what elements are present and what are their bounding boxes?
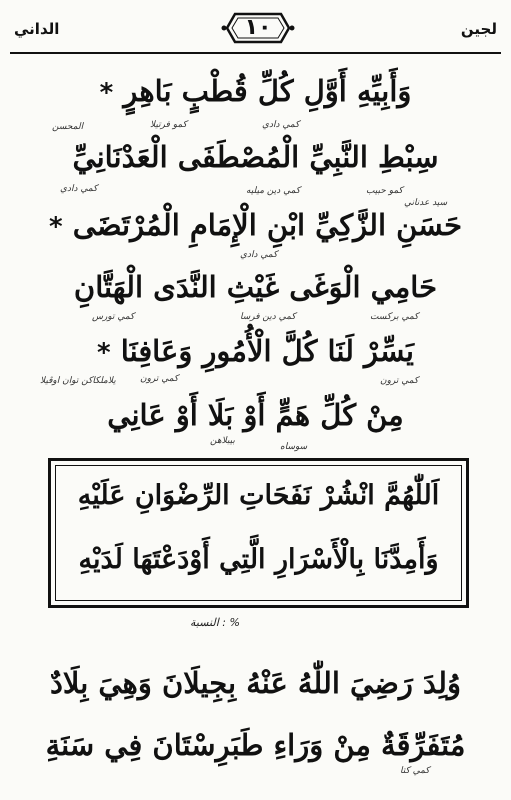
verse-line [14,68,497,114]
prose-line: مُتَفَرِّقَةٌ مِنْ وَرَاءِ طَبَرِسْتَانَ فِي سَنَةِ [45,728,466,762]
verse-line [14,264,497,310]
verse-star: * [99,78,114,108]
gloss-note: سيد عدناني [404,198,448,208]
gloss-note: كمو فرتيلا [150,120,187,130]
gloss-note: كمي دادي [262,120,300,130]
verse-line [14,328,497,374]
page-number-badge [221,8,295,48]
prose-line: وُلِدَ رَضِيَ اللّٰهُ عَنْهُ بِجِيلَانَ وَهِيَ بِلَادٌ [50,666,461,700]
gloss-note: كمو حبيب [366,186,403,196]
prayer-box [48,458,469,608]
verse-text: يَسِّرْ لَنَا كُلَّ الْأُمُورِ وَعَافِنَا [120,334,414,368]
gloss-note: كمي ترون [140,374,179,384]
header-rule [10,52,501,54]
page-number: ١٠ [244,15,272,40]
verse-text: سِبْطِ النَّبِيِّ الْمُصْطَفَى الْعَدْنَانِيِّ [72,140,439,174]
verse-line [14,392,497,438]
gloss-note: كمي دادي [60,184,98,194]
prayer-line: وَأَمِدَّنَا بِالْأَسْرَارِ الَّتِي أَوْدَعْتَهَا لَدَيْهِ [78,544,439,575]
prayer-line: اَللّٰهُمَّ انْشُرْ نَفَحَاتِ الرِّضْوَانِ عَلَيْهِ [77,480,440,511]
verse-line [14,134,497,180]
verse-text: مِنْ كُلِّ هَمٍّ أَوْ بَلَا أَوْ عَانِي [107,398,404,432]
gloss-note: بيبلاهن [210,436,235,446]
verse-text: حَامِي الْوَغَى غَيْثِ النَّدَى الْهَتَّانِ [73,270,438,304]
header-right-title: لجين [460,20,497,38]
verse-star: * [97,338,111,368]
gloss-note: كمي ترون [380,376,419,386]
margin-note: النسبة : % [190,616,240,629]
header-left-title: الداني [14,20,60,38]
verse-line [14,202,497,248]
gloss-note: كمي بركست [370,312,419,322]
gloss-note: كمي تورس [92,312,135,322]
gloss-note: كمي كتا [400,766,430,776]
verse-text: حَسَنِ الزَّكِيِّ ابْنِ الْإِمَامِ الْمُرْتَضَى [72,208,463,242]
gloss-note: كمي دين فرسا [240,312,296,322]
gloss-note: يلاملكاكن توان اوڤيلا [40,376,116,386]
gloss-note: كمي دين ميليه [246,186,301,196]
gloss-note: سوساه [280,442,308,452]
verse-text: وَأَبِيِّهِ أَوَّلِ كُلِّ قُطْبٍ بَاهِرٍ [123,74,412,108]
gloss-note: المحسن [52,122,84,132]
verse-star: * [48,212,63,242]
gloss-note: كمي دادي [240,250,278,260]
